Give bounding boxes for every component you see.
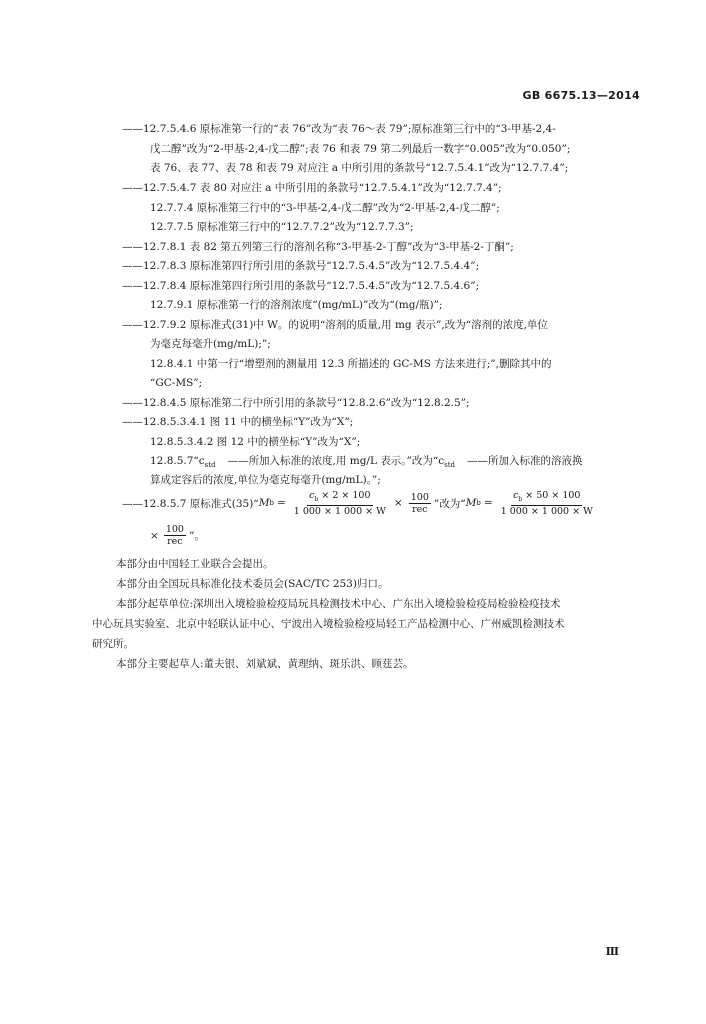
amendment-line: 12.7.7.4 原标准第三行中的“3-甲基-2,4-戊二醇”改为“2-甲基-2,4-戊二醇”; xyxy=(150,202,500,214)
standard-number: GB 6675.13—2014 xyxy=(522,89,640,102)
amendment-line: ——12.7.5.4.6 原标准第一行的“表 76”改为“表 76～表 79”;原标准第三行中的“3-甲基-2,4- xyxy=(122,123,556,135)
amendment-line: 戊二醇”改为“2-甲基-2,4-戊二醇”;表 76 和表 79 第二列最后一数字“0.005”改为“0.050”; xyxy=(150,143,571,155)
foreword-paragraph: 本部分由中国轻工业联合会提出。 xyxy=(116,558,274,570)
amendment-line: 算成定容后的浓度,单位为毫克每毫升(mg/mL)。”; xyxy=(150,474,381,486)
fraction-1 xyxy=(292,490,388,517)
fraction-2-denominator: rec xyxy=(412,503,428,515)
fraction-3 xyxy=(499,490,595,517)
amendment-line: ——12.7.8.3 原标准第四行所引用的条款号“12.7.5.4.5”改为“12.7.5.4.4”; xyxy=(122,260,480,272)
foreword-paragraph-cont: 中心玩具实验室、北京中轻联认证中心、宁波出入境检验检疫局轻工产品检测中心、广州威凯检测技术 xyxy=(92,618,565,630)
formula-middle: ”改为“ xyxy=(433,497,466,510)
amendment-line: ——12.7.9.2 原标准式(31)中 W。的说明“溶剂的质量,用 mg 表示”,改为“溶剂的浓度,单位 xyxy=(122,319,548,331)
cstd-mid: ——所加入标准的浓度,用 mg/L 表示。”改为“c xyxy=(227,455,445,467)
foreword-paragraph: 本部分由全国玩具标准化技术委员会(SAC/TC 253)归口。 xyxy=(116,578,389,590)
amendment-line: ——12.7.5.4.7 表 80 对应注 a 中所引用的条款号“12.7.5.4.1”改为“12.7.7.4”; xyxy=(122,182,502,194)
fraction-4-numerator: 100 xyxy=(165,524,184,535)
formula-lhs-new-sub: b xyxy=(476,499,481,508)
fraction-4-denominator: rec xyxy=(167,536,183,547)
amendment-line: 表 76、表 77、表 78 和表 79 对应注 a 中所引用的条款号“12.7.5.4.1”改为“12.7.7.4”; xyxy=(150,162,569,174)
amendment-line: 12.7.7.5 原标准第三行中的“12.7.7.2”改为“12.7.7.3”; xyxy=(150,221,414,233)
amendment-line: ——12.8.5.3.4.1 图 11 中的横坐标“Y”改为“X”; xyxy=(122,416,354,428)
cstd-end: ——所加入标准的溶液换 xyxy=(467,455,583,467)
fraction-2 xyxy=(409,492,431,515)
fraction-3-numerator: $c_b \times 50 \times 100$ xyxy=(511,490,582,506)
formula-prefix: ——12.8.5.7 原标准式(35)“ xyxy=(122,497,259,510)
formula-continuation xyxy=(150,524,205,547)
times-sign-2: × xyxy=(150,529,159,542)
page-number: Ⅲ xyxy=(605,945,619,958)
formula-lhs-new: M xyxy=(465,497,477,510)
cstd-sub: std xyxy=(204,461,216,470)
formula-lhs-sub: b xyxy=(269,499,274,508)
foreword-paragraph: 本部分主要起草人:董夫银、刘斌斌、黄理纳、斑乐洪、顾莛芸。 xyxy=(116,658,414,670)
fraction-3-denominator: 1 000 × 1 000 × W xyxy=(500,505,593,517)
fraction-1-denominator: 1 000 × 1 000 × W xyxy=(293,505,386,517)
amendment-line-cstd xyxy=(150,454,583,472)
amendment-line: ——12.8.4.5 原标准第二行中所引用的条款号“12.8.2.6”改为“12.8.2.5”; xyxy=(122,397,470,409)
foreword-paragraph: 本部分起草单位:深圳出入境检验检疫局玩具检测技术中心、广东出入境检验检疫局检验检疫技术 xyxy=(116,598,561,610)
cstd-sub-2: std xyxy=(444,461,456,470)
formula-line xyxy=(122,490,598,517)
amendment-line: 12.8.5.3.4.2 图 12 中的横坐标“Y”改为“X”; xyxy=(150,436,361,448)
formula-tail-end: ”。 xyxy=(188,530,205,542)
amendment-line: 12.7.9.1 原标准第一行的溶剂浓度“(mg/mL)”改为“(mg/瓶)”; xyxy=(150,299,443,311)
fraction-1-numerator: $c_b \times 2 \times 100$ xyxy=(307,490,372,506)
amendment-line: 12.8.4.1 中第一行“增塑剂的测量用 12.3 所描述的 GC-MS 方法来进行;”,删除其中的 xyxy=(150,358,552,370)
equals-sign: = xyxy=(276,497,286,510)
cstd-prefix: 12.8.5.7“c xyxy=(150,455,205,467)
times-sign: × xyxy=(393,497,403,510)
equals-sign-new: = xyxy=(483,497,493,510)
fraction-2-numerator: 100 xyxy=(410,491,429,503)
amendment-line: 为毫克每毫升(mg/mL);”; xyxy=(150,338,271,350)
amendment-line: “GC-MS”; xyxy=(150,377,203,389)
amendment-line: ——12.7.8.4 原标准第四行所引用的条款号“12.7.5.4.5”改为“12.7.5.4.6”; xyxy=(122,280,480,292)
fraction-4 xyxy=(164,524,186,547)
amendment-line: ——12.7.8.1 表 82 第五列第三行的溶剂名称“3-甲基-2-丁醇”改为“3-甲基-2-丁酮”; xyxy=(122,241,514,253)
foreword-paragraph-cont: 研究所。 xyxy=(92,638,134,650)
formula-lhs: M xyxy=(258,497,270,510)
